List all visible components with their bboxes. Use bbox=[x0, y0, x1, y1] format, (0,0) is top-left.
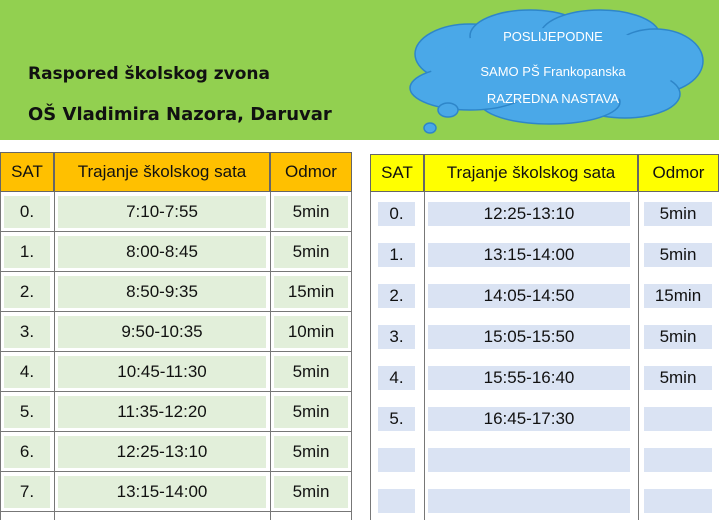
cloud-line-3: RAZREDNA NASTAVA bbox=[486, 91, 620, 106]
table-border bbox=[351, 192, 352, 520]
cell-sat: 2. bbox=[4, 276, 50, 308]
table-row bbox=[0, 352, 352, 392]
cell-duration: 10:45-11:30 bbox=[58, 356, 266, 388]
cell-duration: 14:05-14:50 bbox=[428, 284, 630, 308]
cell-duration bbox=[428, 489, 630, 513]
note-cloud bbox=[400, 6, 706, 140]
cell-break bbox=[644, 407, 712, 431]
cell-sat: 6. bbox=[4, 436, 50, 468]
cell-break: 5min bbox=[644, 243, 712, 267]
table-row bbox=[0, 232, 352, 272]
cell-break: 5min bbox=[644, 202, 712, 226]
cell-sat: 5. bbox=[378, 407, 415, 431]
cell-duration: 13:15-14:00 bbox=[428, 243, 630, 267]
cell-break: 5min bbox=[274, 476, 348, 508]
cell-break: 15min bbox=[644, 284, 712, 308]
cell-duration bbox=[428, 448, 630, 472]
header-duration: Trajanje školskog sata bbox=[424, 154, 638, 192]
header-break: Odmor bbox=[638, 154, 719, 192]
cell-duration: 8:00-8:45 bbox=[58, 236, 266, 268]
cell-sat bbox=[378, 489, 415, 513]
cell-duration: 15:05-15:50 bbox=[428, 325, 630, 349]
table-row bbox=[368, 315, 719, 356]
afternoon-schedule-table bbox=[368, 152, 719, 520]
cell-sat: 2. bbox=[378, 284, 415, 308]
table-row bbox=[368, 274, 719, 315]
cell-sat: 1. bbox=[4, 236, 50, 268]
table-row bbox=[0, 312, 352, 352]
table-border bbox=[54, 192, 55, 520]
cloud-line-1: POSLIJEPODNE bbox=[503, 29, 603, 44]
morning-schedule-table bbox=[0, 152, 352, 520]
table-row bbox=[0, 192, 352, 232]
table-row bbox=[368, 397, 719, 438]
cell-break bbox=[644, 448, 712, 472]
cell-sat: 0. bbox=[4, 196, 50, 228]
cell-duration: 13:15-14:00 bbox=[58, 476, 266, 508]
cell-break: 5min bbox=[274, 236, 348, 268]
cell-break: 15min bbox=[274, 276, 348, 308]
cell-break: 5min bbox=[274, 356, 348, 388]
cell-break: 10min bbox=[274, 316, 348, 348]
table-row bbox=[0, 392, 352, 432]
cell-duration: 9:50-10:35 bbox=[58, 316, 266, 348]
table-row bbox=[368, 233, 719, 274]
page-title: Raspored školskog zvona bbox=[28, 64, 270, 84]
table-border bbox=[270, 192, 271, 520]
table-row bbox=[0, 472, 352, 512]
cell-duration: 7:10-7:55 bbox=[58, 196, 266, 228]
cell-sat: 3. bbox=[4, 316, 50, 348]
cell-break: 5min bbox=[644, 325, 712, 349]
cell-break: 5min bbox=[274, 396, 348, 428]
table-border bbox=[0, 192, 1, 520]
cell-break: 5min bbox=[644, 366, 712, 390]
table-row bbox=[0, 432, 352, 472]
cell-sat: 4. bbox=[378, 366, 415, 390]
cell-duration: 12:25-13:10 bbox=[58, 436, 266, 468]
cell-duration: 11:35-12:20 bbox=[58, 396, 266, 428]
table-row bbox=[368, 356, 719, 397]
cell-sat: 3. bbox=[378, 325, 415, 349]
cell-duration: 12:25-13:10 bbox=[428, 202, 630, 226]
school-name: OŠ Vladimira Nazora, Daruvar bbox=[28, 104, 332, 125]
table-row bbox=[0, 272, 352, 312]
cell-duration: 16:45-17:30 bbox=[428, 407, 630, 431]
table-border bbox=[638, 192, 639, 520]
cell-duration: 8:50-9:35 bbox=[58, 276, 266, 308]
table-border bbox=[424, 192, 425, 520]
table-row bbox=[368, 192, 719, 233]
cloud-line-2: SAMO PŠ Frankopanska bbox=[480, 64, 626, 79]
cell-break: 5min bbox=[274, 196, 348, 228]
cell-sat: 7. bbox=[4, 476, 50, 508]
cell-break bbox=[644, 489, 712, 513]
cell-sat: 4. bbox=[4, 356, 50, 388]
table-border bbox=[370, 192, 371, 520]
cell-sat bbox=[378, 448, 415, 472]
cell-duration: 15:55-16:40 bbox=[428, 366, 630, 390]
cell-sat: 0. bbox=[378, 202, 415, 226]
table-row bbox=[368, 438, 719, 479]
header-sat: SAT bbox=[0, 152, 54, 192]
header-duration: Trajanje školskog sata bbox=[54, 152, 270, 192]
table-row bbox=[368, 479, 719, 520]
header-sat: SAT bbox=[370, 154, 424, 192]
cell-sat: 1. bbox=[378, 243, 415, 267]
header-break: Odmor bbox=[270, 152, 352, 192]
cell-break: 5min bbox=[274, 436, 348, 468]
cell-sat: 5. bbox=[4, 396, 50, 428]
